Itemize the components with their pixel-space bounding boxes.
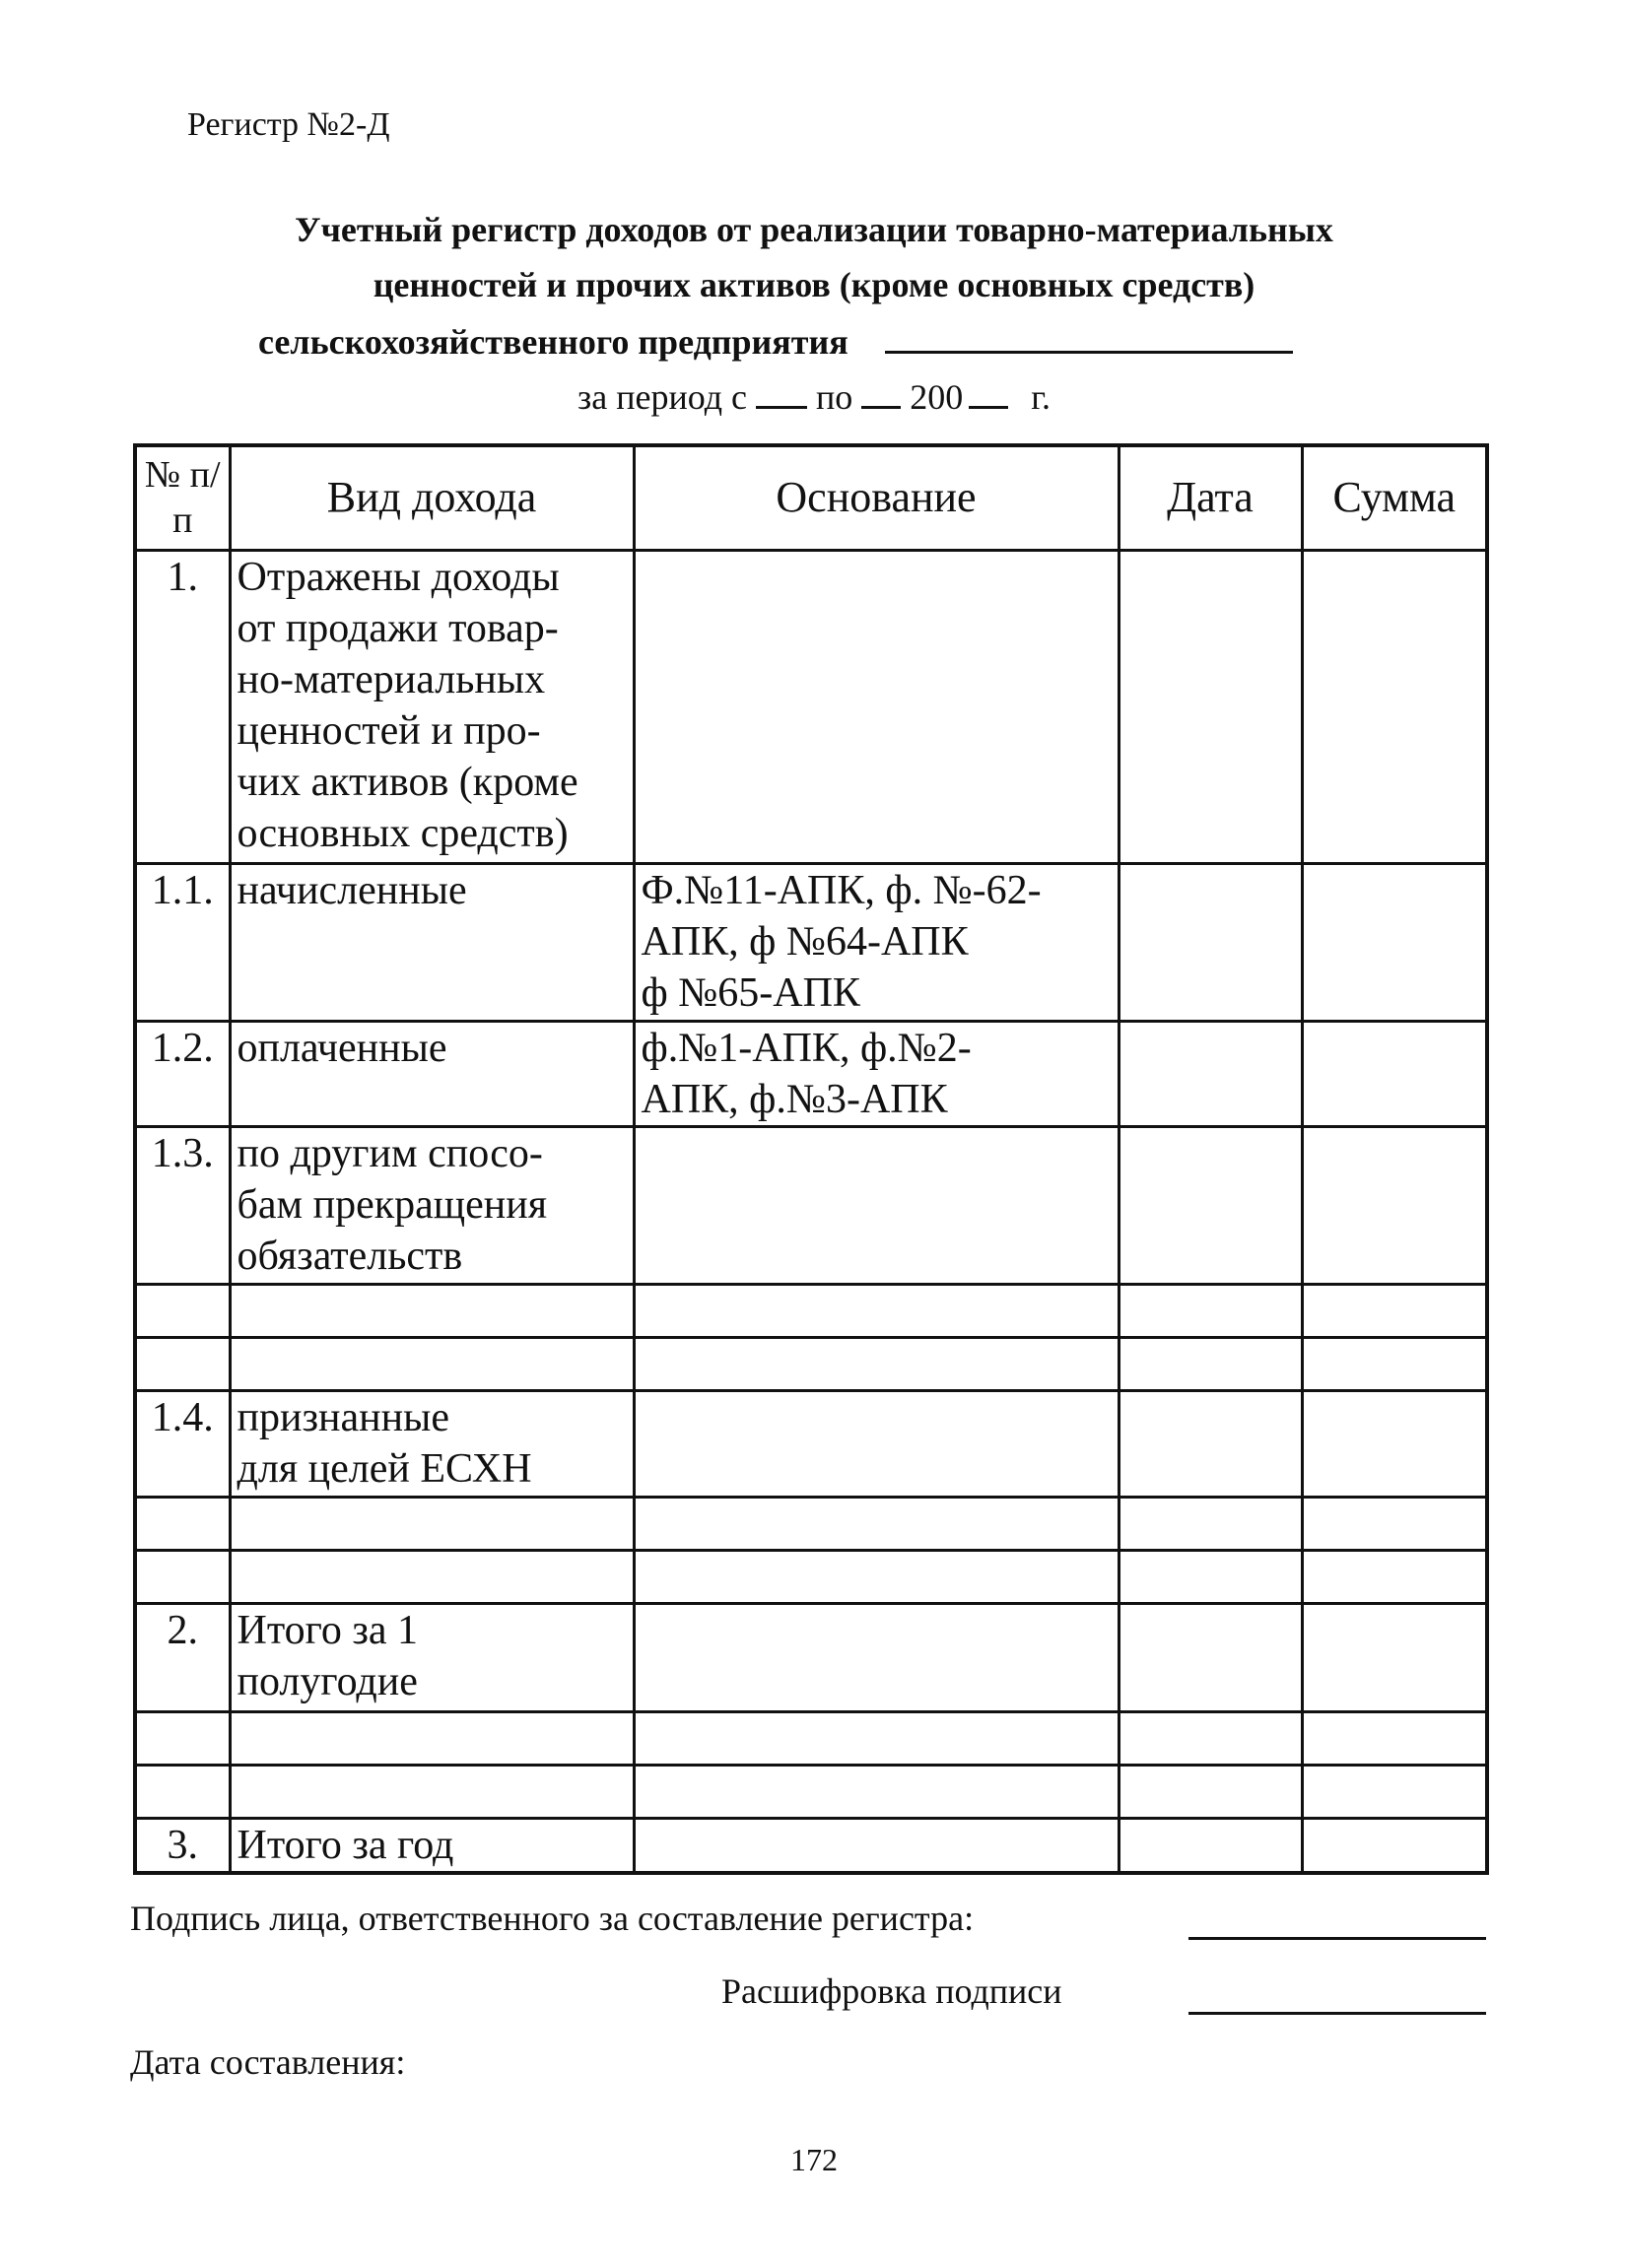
sum-cell[interactable] xyxy=(1302,1337,1487,1390)
period-to-label: по xyxy=(815,377,853,417)
column-header-date: Дата xyxy=(1119,445,1302,550)
column-header-basis: Основание xyxy=(634,445,1119,550)
table-row xyxy=(135,1818,1487,1873)
page-number: 172 xyxy=(790,2142,838,2177)
row-number-cell: 1.3. xyxy=(135,1126,230,1284)
basis-cell xyxy=(634,1765,1119,1818)
sum-cell[interactable] xyxy=(1302,1603,1487,1711)
income-type-cell: Итого за 1 полугодие xyxy=(230,1603,634,1711)
basis-cell xyxy=(634,1390,1119,1497)
sum-cell[interactable] xyxy=(1302,1284,1487,1337)
enterprise-name-blank[interactable] xyxy=(885,351,1293,354)
document-title-line-3 xyxy=(258,321,1293,363)
basis-cell xyxy=(634,550,1119,863)
table-row xyxy=(135,1337,1487,1390)
basis-cell xyxy=(634,1337,1119,1390)
income-type-cell xyxy=(230,1337,634,1390)
date-cell[interactable] xyxy=(1119,1337,1302,1390)
sum-cell[interactable] xyxy=(1302,1765,1487,1818)
date-cell[interactable] xyxy=(1119,1765,1302,1818)
row-number-cell: 2. xyxy=(135,1603,230,1711)
basis-cell xyxy=(634,1126,1119,1284)
period-line xyxy=(0,376,1628,418)
document-title-line-2: ценностей и прочих активов (кроме основных средств) xyxy=(373,265,1255,304)
sum-cell[interactable] xyxy=(1302,1818,1487,1873)
date-cell[interactable] xyxy=(1119,1284,1302,1337)
date-cell[interactable] xyxy=(1119,1711,1302,1765)
date-cell[interactable] xyxy=(1119,863,1302,1021)
table-row xyxy=(135,1711,1487,1765)
row-number-cell: 3. xyxy=(135,1818,230,1873)
basis-cell xyxy=(634,1550,1119,1603)
enterprise-label: сельскохозяйственного предприятия xyxy=(258,322,848,362)
period-year-label: 200 xyxy=(910,377,964,417)
table-row xyxy=(135,1284,1487,1337)
table-header-row xyxy=(135,445,1487,550)
basis-cell xyxy=(634,1711,1119,1765)
basis-cell: ф.№1-АПК, ф.№2- АПК, ф.№3-АПК xyxy=(634,1021,1119,1126)
table-row xyxy=(135,1390,1487,1497)
sum-cell[interactable] xyxy=(1302,1021,1487,1126)
row-number-cell: 1. xyxy=(135,550,230,863)
column-header-number: № п/п xyxy=(135,445,230,550)
signature-label: Подпись лица, ответственного за составление регистра: xyxy=(130,1899,975,1938)
row-number-cell: 1.2. xyxy=(135,1021,230,1126)
date-cell[interactable] xyxy=(1119,1818,1302,1873)
sum-cell[interactable] xyxy=(1302,550,1487,863)
income-type-cell: Итого за год xyxy=(230,1818,634,1873)
table-row xyxy=(135,1603,1487,1711)
income-type-cell: Отражены доходы от продажи товар- но-материальных ценностей и про- чих активов (кроме основных средств) xyxy=(230,550,634,863)
row-number-cell xyxy=(135,1550,230,1603)
row-number-cell xyxy=(135,1765,230,1818)
table-row xyxy=(135,863,1487,1021)
income-type-cell xyxy=(230,1711,634,1765)
date-cell[interactable] xyxy=(1119,1021,1302,1126)
date-cell[interactable] xyxy=(1119,550,1302,863)
table-row xyxy=(135,1021,1487,1126)
income-type-cell xyxy=(230,1765,634,1818)
sum-cell[interactable] xyxy=(1302,1711,1487,1765)
row-number-cell xyxy=(135,1497,230,1550)
row-number-cell xyxy=(135,1284,230,1337)
income-type-cell: начисленные xyxy=(230,863,634,1021)
row-number-cell: 1.4. xyxy=(135,1390,230,1497)
income-type-cell: по другим спосо- бам прекращения обязательств xyxy=(230,1126,634,1284)
income-type-cell xyxy=(230,1497,634,1550)
sum-cell[interactable] xyxy=(1302,863,1487,1021)
income-type-cell: оплаченные xyxy=(230,1021,634,1126)
date-cell[interactable] xyxy=(1119,1550,1302,1603)
basis-cell xyxy=(634,1818,1119,1873)
table-row xyxy=(135,1126,1487,1284)
signature-decode-blank[interactable] xyxy=(1188,2012,1486,2015)
row-number-cell: 1.1. xyxy=(135,863,230,1021)
period-suffix: г. xyxy=(1031,377,1051,417)
date-cell[interactable] xyxy=(1119,1390,1302,1497)
row-number-cell xyxy=(135,1711,230,1765)
table-row xyxy=(135,1550,1487,1603)
table-row xyxy=(135,550,1487,863)
signature-blank[interactable] xyxy=(1188,1937,1486,1940)
document-title-line-1: Учетный регистр доходов от реализации товарно-материальных xyxy=(295,210,1333,249)
signature-decode-label: Расшифровка подписи xyxy=(721,1971,1062,2011)
date-cell[interactable] xyxy=(1119,1603,1302,1711)
income-type-cell xyxy=(230,1550,634,1603)
period-to-blank[interactable] xyxy=(861,406,901,409)
register-table xyxy=(133,443,1489,1875)
column-header-sum: Сумма xyxy=(1302,445,1487,550)
income-type-cell: признанные для целей ЕСХН xyxy=(230,1390,634,1497)
basis-cell: Ф.№11-АПК, ф. №-62- АПК, ф №64-АПК ф №65-АПК xyxy=(634,863,1119,1021)
sum-cell[interactable] xyxy=(1302,1126,1487,1284)
table-row xyxy=(135,1765,1487,1818)
date-cell[interactable] xyxy=(1119,1126,1302,1284)
period-prefix: за период с xyxy=(577,377,747,417)
sum-cell[interactable] xyxy=(1302,1390,1487,1497)
date-label: Дата составления: xyxy=(130,2042,406,2082)
basis-cell xyxy=(634,1603,1119,1711)
register-label: Регистр №2-Д xyxy=(187,106,390,143)
income-type-cell xyxy=(230,1284,634,1337)
basis-cell xyxy=(634,1284,1119,1337)
table-row xyxy=(135,1497,1487,1550)
basis-cell xyxy=(634,1497,1119,1550)
sum-cell[interactable] xyxy=(1302,1497,1487,1550)
period-from-blank[interactable] xyxy=(756,406,807,409)
date-cell[interactable] xyxy=(1119,1497,1302,1550)
row-number-cell xyxy=(135,1337,230,1390)
period-year-blank[interactable] xyxy=(969,406,1008,409)
column-header-income-type: Вид дохода xyxy=(230,445,634,550)
sum-cell[interactable] xyxy=(1302,1550,1487,1603)
